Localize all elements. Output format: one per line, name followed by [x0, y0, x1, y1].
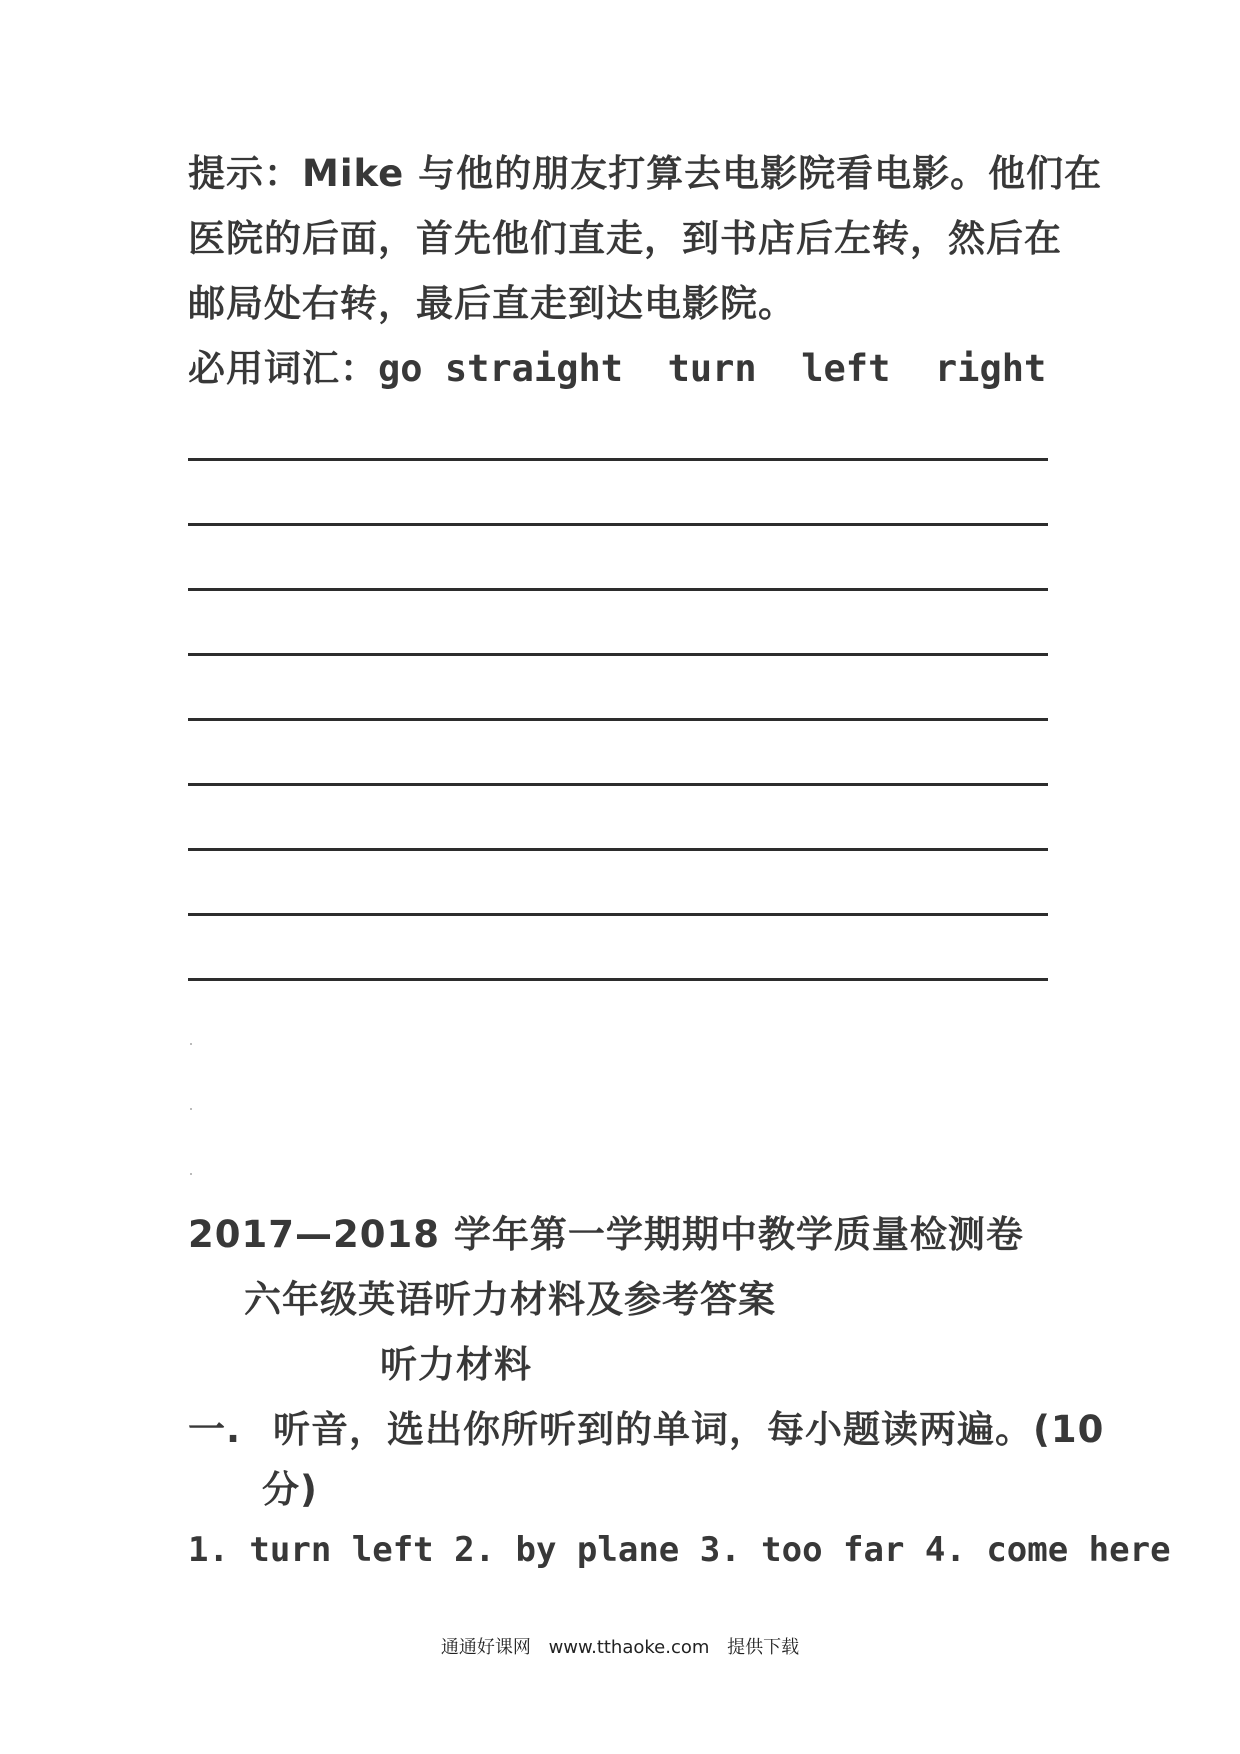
question-1-text-cont: 分) [262, 1468, 318, 1511]
footer-suffix: 提供下载 [727, 1637, 800, 1658]
writing-line[interactable] [188, 588, 1048, 591]
writing-line[interactable] [188, 653, 1048, 656]
footer-site-name: 通通好课网 [440, 1637, 531, 1658]
question-1-heading [188, 1399, 1104, 1453]
hint-line-3: 邮局处右转，最后直走到达电影院。 [188, 282, 796, 325]
question-1-text: 听音，选出你所听到的单词，每小题读两遍。(10 [272, 1408, 1105, 1451]
hint-line-2: 医院的后面，首先他们直走，到书店后左转，然后在 [188, 217, 1062, 260]
writing-line[interactable] [188, 718, 1048, 721]
vocab-words: go straight turn left right [378, 347, 1047, 390]
footer-url[interactable]: www.tthaoke.com [548, 1637, 710, 1658]
writing-line[interactable] [188, 848, 1048, 851]
stray-mark [190, 1043, 192, 1045]
writing-line[interactable] [188, 783, 1048, 786]
stray-mark [190, 1108, 192, 1110]
question-1-number: 一. [188, 1408, 242, 1451]
footer [0, 1633, 1240, 1659]
section-title: 听力材料 [380, 1343, 532, 1386]
hint-line-1: 提示：Mike 与他的朋友打算去电影院看电影。他们在 [188, 152, 1103, 195]
stray-mark [190, 1173, 192, 1175]
exam-subtitle: 六年级英语听力材料及参考答案 [244, 1278, 776, 1321]
writing-line[interactable] [188, 913, 1048, 916]
writing-line[interactable] [188, 458, 1048, 461]
vocab-label: 必用词汇： [188, 347, 378, 390]
vocab-line [188, 338, 1046, 392]
writing-line[interactable] [188, 523, 1048, 526]
writing-line[interactable] [188, 978, 1048, 981]
question-1-items: 1. turn left 2. by plane 3. too far 4. come here [188, 1530, 1171, 1570]
exam-title: 2017—2018 学年第一学期期中教学质量检测卷 [188, 1213, 1024, 1256]
